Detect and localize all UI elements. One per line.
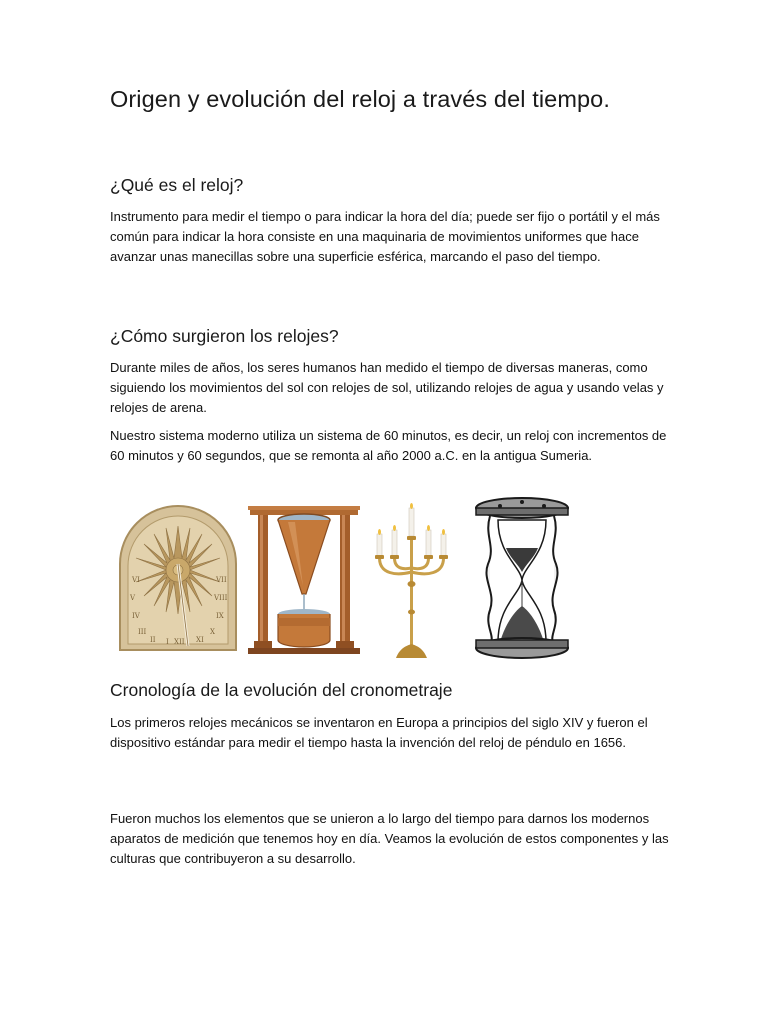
section-heading-cronologia: Cronología de la evolución del cronometraje <box>110 680 453 700</box>
sundial-numeral: XI <box>196 636 204 644</box>
sundial-numeral: XII <box>174 638 185 646</box>
paragraph-sistema-moderno: Nuestro sistema moderno utiliza un sistema de 60 minutos, es decir, un reloj con incrementos de 60 minutos y 60 segundos, que se remonta al año 2000 a.C. en la antigua Sumeria. <box>110 428 667 463</box>
section-heading-que-es: ¿Qué es el reloj? <box>110 175 244 195</box>
paragraph-historia: Durante miles de años, los seres humanos han medido el tiempo de diversas maneras, como siguiendo los movimientos del sol con relojes de sol, utilizando relojes de agua y usando velas y relojes de arena. <box>110 360 664 415</box>
sundial-numeral: V <box>130 594 136 602</box>
sundial-numeral: IX <box>216 612 224 620</box>
paragraph-elementos: Fueron muchos los elementos que se unieron a lo largo del tiempo para darnos los modernos aparatos de medición que tenemos hoy en día. Veamos la evolución de estos componentes y las culturas que contribuyeron a su desarrollo. <box>110 811 669 866</box>
paragraph-relojes-mecanicos: Los primeros relojes mecánicos se inventaron en Europa a principios del siglo XIV y fueron el dispositivo estándar para medir el tiempo hasta la invención del reloj de péndulo en 1656. <box>110 715 648 750</box>
water-clock-illustration <box>248 506 360 654</box>
sundial-numeral: X <box>210 628 215 636</box>
sundial-numeral: VII <box>216 576 227 584</box>
sundial-numeral: VIII <box>214 594 228 602</box>
candelabra-illustration <box>366 502 458 662</box>
sundial-numeral: IV <box>132 612 140 620</box>
hourglass-illustration <box>470 496 574 662</box>
sundial-illustration <box>116 504 240 652</box>
document-title: Origen y evolución del reloj a través del tiempo. <box>110 86 610 112</box>
sundial-numeral: III <box>138 628 147 636</box>
sundial-numeral: I <box>166 638 169 646</box>
timekeeping-illustrations <box>110 496 580 664</box>
paragraph-definicion: Instrumento para medir el tiempo o para indicar la hora del día; puede ser fijo o portátil y el más común para indicar la hora consiste en una maquinaria de movimientos uniformes que hace avanzar unas manecillas sobre una superficie esférica, marcando el paso del tiempo. <box>110 209 660 264</box>
sundial-numeral: II <box>150 636 156 644</box>
section-heading-como-surgieron: ¿Cómo surgieron los relojes? <box>110 326 339 346</box>
sundial-numeral: VI <box>132 576 140 584</box>
